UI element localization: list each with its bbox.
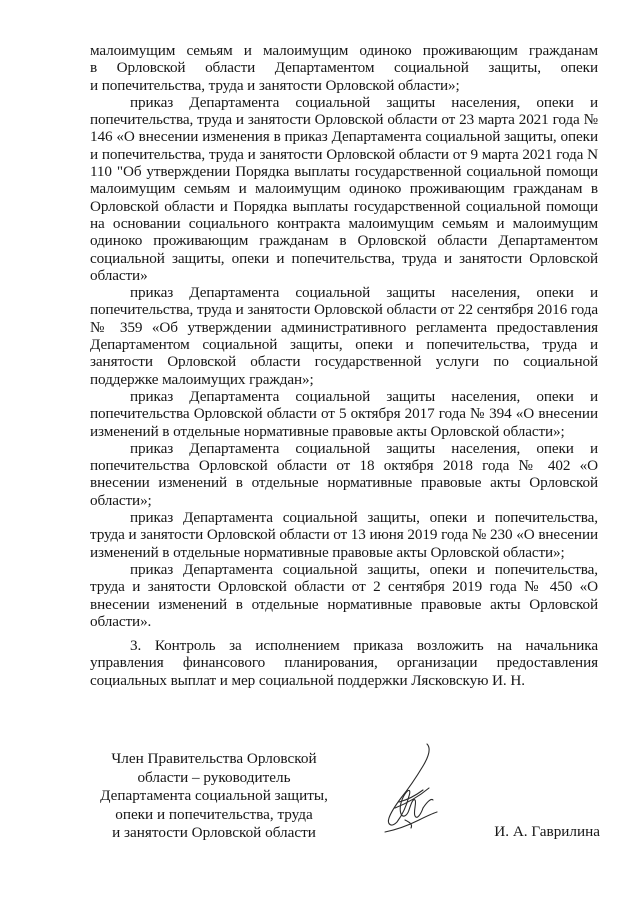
signer-name: И. А. Гаврилина xyxy=(494,823,600,840)
paragraph-order-402: приказ Департамента социальной защиты населения, опеки и попечительства Орловской области от 18 октября 2018 года № 402 «О внесении изменений в отдельные нормативные правовые акты Орловской области»; xyxy=(90,439,598,509)
handwritten-signature xyxy=(365,738,465,838)
signature-block xyxy=(90,750,600,850)
text-line: и попечительства, труда и занятости Орловской области»; xyxy=(90,76,460,94)
position-line: Департамента социальной защиты, xyxy=(100,787,328,804)
position-line: опеки и попечительства, труда xyxy=(115,805,313,823)
document-body xyxy=(90,42,598,689)
paragraph-order-450: приказ Департамента социальной защиты, опеки и попечительства, труда и занятости Орловской области от 2 сентября 2019 года № 450 «О внесении изменений в отдельные нормативные правовые акты Орловской области». xyxy=(90,560,598,630)
paragraph-continuation xyxy=(90,42,598,94)
paragraph-order-394: приказ Департамента социальной защиты населения, опеки и попечительства Орловской области от 5 октября 2017 года № 394 «О внесении изменений в отдельные нормативные правовые акты Орловской области»; xyxy=(90,387,598,440)
position-line: Член Правительства Орловской xyxy=(111,750,317,767)
text-line: в Орловской области Департаментом социальной защиты, опеки xyxy=(90,59,598,77)
paragraph-order-359: приказ Департамента социальной защиты населения, опеки и попечительства, труда и занятости Орловской области от 22 сентября 2016 года № 359 «Об утверждении административного регламента предоставления Департаментом социальной защиты, опеки и попечительства, труда и занятости Орловской области государственной услуги по социальной поддержке малоимущих граждан»; xyxy=(90,284,598,388)
signer-position xyxy=(90,750,338,843)
position-line: области – руководитель xyxy=(137,768,291,786)
paragraph-item-3-control: 3. Контроль за исполнением приказа возложить на начальника управления финансового планирования, организации предоставления социальных выплат и мер социальной поддержки Лясковскую И. Н. xyxy=(90,637,598,689)
paragraph-order-230: приказ Департамента социальной защиты, опеки и попечительства, труда и занятости Орловской области от 13 июня 2019 года № 230 «О внесении изменений в отдельные нормативные правовые акты Орловской области»; xyxy=(90,509,598,561)
text-line: малоимущим семьям и малоимущим одиноко проживающим гражданам xyxy=(90,42,598,59)
paragraph-order-146: приказ Департамента социальной защиты населения, опеки и попечительства, труда и занятости Орловской области от 23 марта 2021 года № 146 «О внесении изменения в приказ Департамента социальной защиты, опеки и попечительства, труда и занятости Орловской области от 9 марта 2021 года N 110 "Об утверждении Порядка выплаты государственной социальной помощи малоимущим семьям и малоимущим одиноко проживающим гражданам в Орловской области и Порядка выплаты государственной социальной помощи на основании социального контракта малоимущим семьям и малоимущим одиноко проживающим гражданам в Орловской области Департаментом социальной защиты, опеки и попечительства, труда и занятости Орловской области» xyxy=(90,93,598,284)
paragraph-spacer xyxy=(90,630,598,637)
position-line: и занятости Орловской области xyxy=(112,824,316,841)
